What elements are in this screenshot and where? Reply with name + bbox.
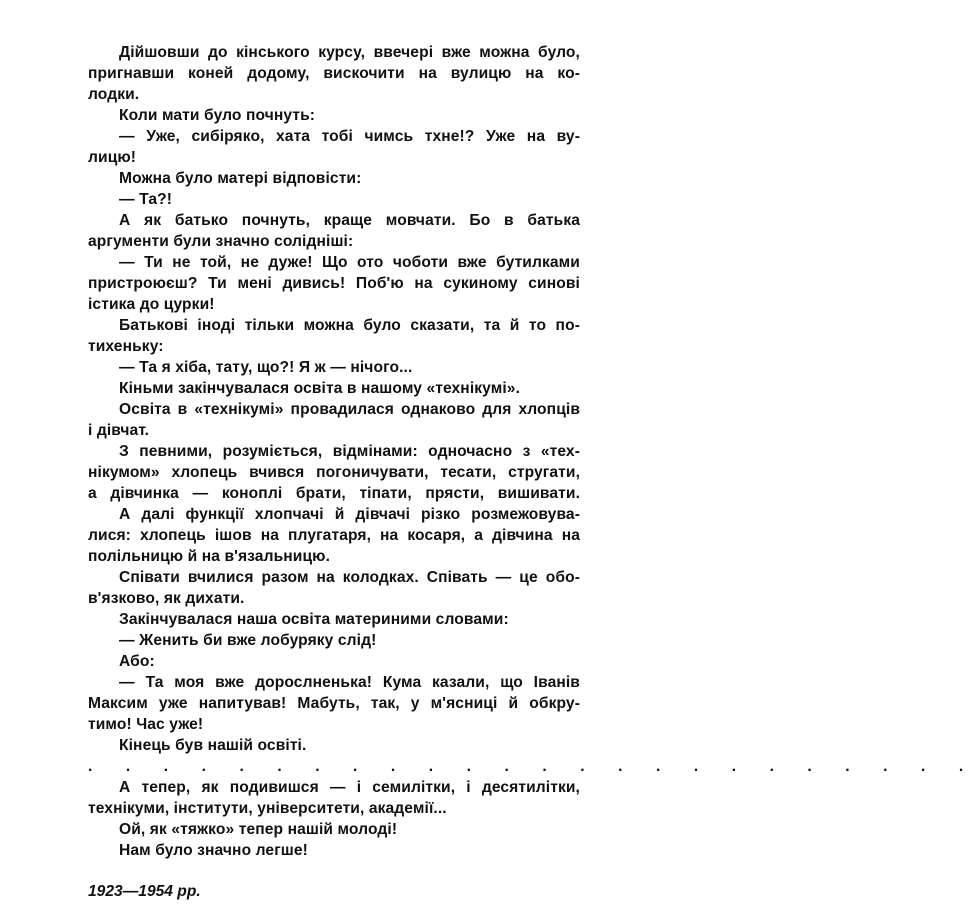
text-line: Можна було матері відповісти:: [119, 170, 362, 187]
text-line: нікумом» хлопець вчився погоничувати, тесати, стругати,: [88, 464, 580, 481]
text-line: пристроюєш? Ти мені дивись! Поб'ю на сукиному синові: [88, 275, 580, 292]
text-line: — Та?!: [119, 191, 173, 208]
text-line: — Та моя вже дорослненька! Кума казали, що Іванів: [119, 674, 580, 691]
text-line: а дівчинка — коноплі брати, тіпати, прясти, вишивати.: [88, 485, 580, 502]
text-line: — Уже, сибіряко, хата тобі чимсь тхне!? Уже на ву-: [119, 128, 580, 145]
text-line: Батькові іноді тільки можна було сказати, та й то по-: [119, 317, 580, 334]
text-line: А тепер, як подивишся — і семилітки, і десятилітки,: [119, 779, 580, 796]
text-line: пригнавши коней додому, вискочити на вулицю на ко-: [88, 65, 580, 82]
text-line: лодки.: [88, 86, 140, 103]
text-line: технікуми, інститути, університети, академії...: [88, 800, 447, 817]
text-line: лися: хлопець ішов на плугатаря, на косаря, а дівчина на: [88, 527, 580, 544]
text-line: і дівчат.: [88, 422, 150, 439]
text-line: А далі функції хлопчачі й дівчачі різко розмежовува-: [119, 506, 580, 523]
text-line: — Та я хіба, тату, що?! Я ж — нічого...: [119, 359, 413, 376]
text-line: Коли мати було почнуть:: [119, 107, 316, 124]
text-line: Кінець був нашій освіті.: [119, 737, 307, 754]
text-line: лицю!: [88, 149, 137, 166]
date-line: 1923—1954 рр.: [88, 883, 201, 900]
text-line: Ой, як «тяжко» тепер нашій молоді!: [119, 821, 398, 838]
text-line: З певними, розуміється, відмінами: одночасно з «тех-: [119, 443, 580, 460]
text-line: істика до цурки!: [88, 296, 215, 313]
text-line: аргументи були значно солідніші:: [88, 233, 354, 250]
text-line: А як батько почнуть, краще мовчати. Бо в батька: [119, 212, 580, 229]
text-line: — Ти не той, не дуже! Що ото чоботи вже бутилками: [119, 254, 580, 271]
text-line: Максим уже напитував! Мабуть, так, у м'ясниці й обкру-: [88, 695, 580, 712]
text-line: Закінчувалася наша освіта материними словами:: [119, 611, 509, 628]
main-text: [88, 42, 580, 756]
text-line: Або:: [119, 653, 155, 670]
page-body: [88, 42, 978, 902]
closing-text: [88, 777, 580, 861]
text-line: — Женить би вже лобуряку слід!: [119, 632, 377, 649]
text-line: полільницю й на в'язальницю.: [88, 548, 331, 565]
text-line: Співати вчилися разом на колодках. Співать — це обо-: [119, 569, 580, 586]
text-line: тихеньку:: [88, 338, 164, 355]
text-line: в'язково, як дихати.: [88, 590, 245, 607]
text-line: тимо! Час уже!: [88, 716, 204, 733]
separator-dots: . . . . . . . . . . . . . . . . . . . . . . . .: [88, 758, 978, 775]
spacer: [88, 861, 580, 881]
text-line: Дійшовши до кінського курсу, ввечері вже можна було,: [119, 44, 580, 61]
text-line: Нам було значно легше!: [119, 842, 308, 859]
text-line: Кіньми закінчувалася освіта в нашому «технікумі».: [119, 380, 521, 397]
text-line: Освіта в «технікумі» провадилася однаково для хлопців: [119, 401, 580, 418]
